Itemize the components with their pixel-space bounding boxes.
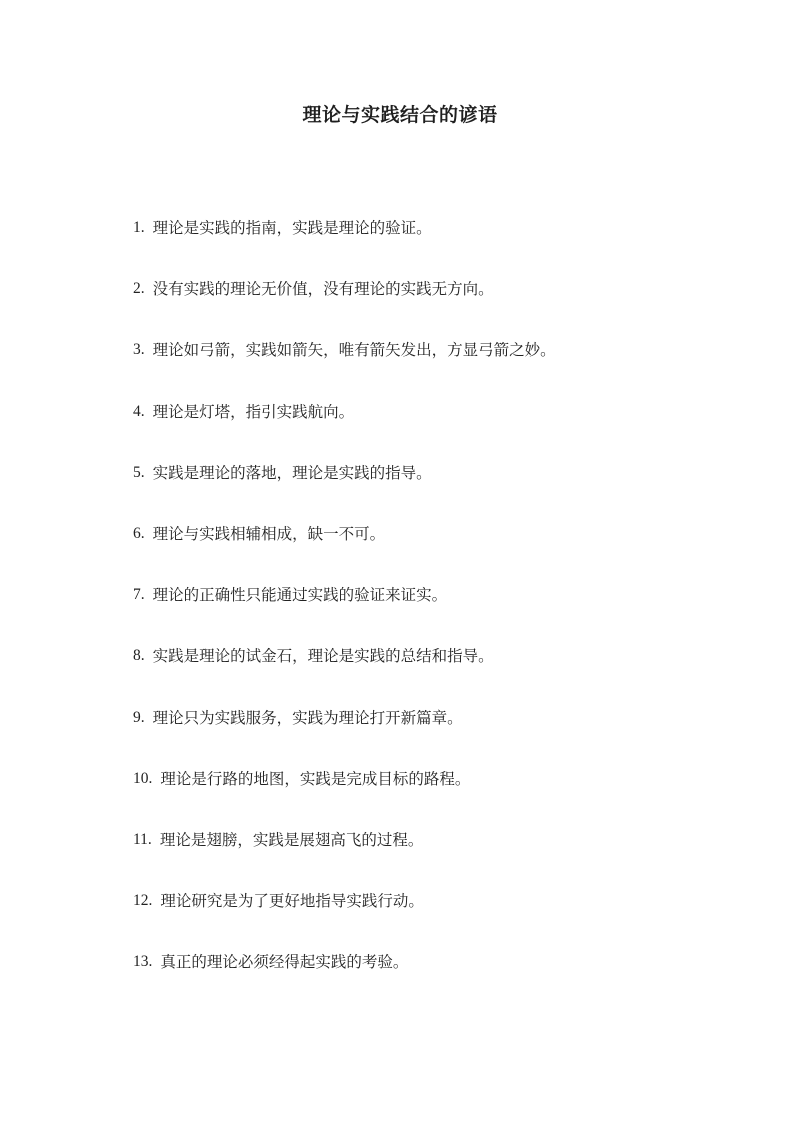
item-number: 5.	[133, 463, 145, 481]
list-item	[133, 216, 556, 277]
item-number: 9.	[133, 708, 145, 726]
list-item	[133, 644, 556, 705]
item-text: 理论只为实践服务，实践为理论打开新篇章。	[152, 708, 463, 727]
item-text: 理论与实践相辅相成，缺一不可。	[152, 524, 386, 543]
saying-list	[133, 216, 556, 1011]
list-item	[133, 461, 556, 522]
item-text: 理论是实践的指南，实践是理论的验证。	[152, 219, 432, 237]
item-text: 实践是理论的试金石，理论是实践的总结和指导。	[152, 647, 494, 666]
list-item	[133, 400, 556, 461]
item-text: 实践是理论的落地，理论是实践的指导。	[152, 463, 432, 482]
document-title: 理论与实践结合的谚语	[302, 104, 498, 126]
item-text: 理论研究是为了更好地指导实践行动。	[160, 892, 424, 911]
list-item	[133, 277, 556, 338]
item-number: 8.	[133, 647, 145, 665]
item-number: 7.	[133, 586, 145, 604]
item-text: 理论是灯塔，指引实践航向。	[152, 402, 355, 421]
list-item	[133, 338, 556, 399]
list-item	[133, 522, 556, 583]
list-item	[133, 889, 556, 950]
list-item	[133, 950, 556, 1011]
item-text: 真正的理论必须经得起实践的考验。	[160, 953, 409, 972]
item-number: 6.	[133, 524, 145, 542]
item-number: 13.	[133, 953, 153, 971]
item-number: 11.	[133, 830, 152, 848]
item-number: 10.	[133, 769, 153, 787]
list-item	[133, 706, 556, 767]
item-text: 没有实践的理论无价值，没有理论的实践无方向。	[152, 280, 494, 299]
list-item	[133, 828, 556, 889]
item-text: 理论如弓箭，实践如箭矢，唯有箭矢发出，方显弓箭之妙。	[152, 341, 556, 360]
item-number: 2.	[133, 280, 145, 298]
item-text: 理论是翅膀，实践是展翅高飞的过程。	[159, 830, 424, 849]
item-text: 理论的正确性只能通过实践的验证来证实。	[152, 586, 448, 605]
item-number: 12.	[133, 892, 153, 910]
item-number: 4.	[133, 402, 145, 420]
item-text: 理论是行路的地图，实践是完成目标的路程。	[160, 769, 471, 788]
item-number: 3.	[133, 341, 145, 359]
list-item	[133, 583, 556, 644]
item-number: 1.	[133, 219, 145, 236]
list-item	[133, 767, 556, 828]
